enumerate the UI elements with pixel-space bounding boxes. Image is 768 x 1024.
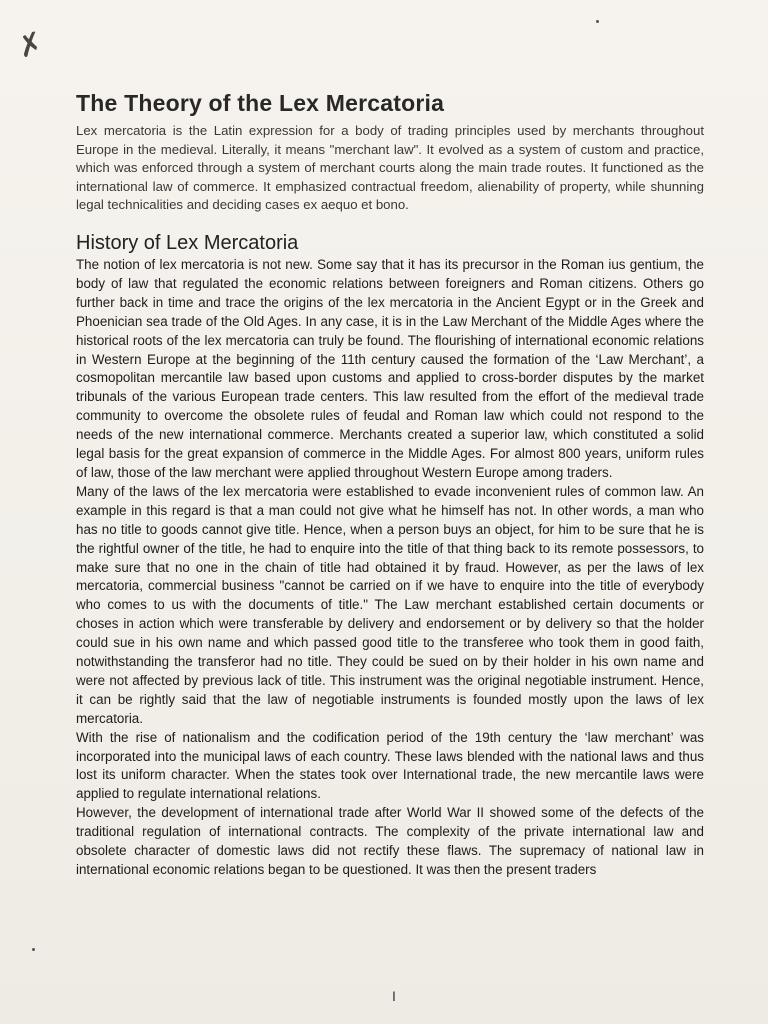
intro-paragraph: Lex mercatoria is the Latin expression for a body of trading principles used by merchants throughout Europe in the medieval. Literally, it means "merchant law". It evolved as a system of custom and practice, which was enforced through a system of merchant courts along the main trade routes. It functioned as the international law of commerce. It emphasized contractual freedom, alienability of property, while shunning legal technicalities and deciding cases ex aequo et bono. bbox=[76, 123, 704, 213]
history-paragraph-common-law: Many of the laws of the lex mercatoria were established to evade inconvenient rules of common law. An example in this regard is that a man could not give what he himself has not. In other words, a man who has no title to goods cannot give title. Hence, when a person buys an object, for him to be sure that he is the rightful owner of the title, he had to enquire into the title of that thing back to its remote possessors, to make sure that no one in the chain of title had obtained it by fraud. However, as per the laws of lex mercatoria, commercial business "cannot be carried on if we have to enquire into the title of everybody who comes to us with the documents of title." The Law merchant established certain documents or choses in action which were transferable by delivery and endorsement or by delivery so that the holder could sue in his own name and which passed good title to the transferee who took them in good faith, notwithstanding the transferor had no title. They could be sued on by their holder in his own name and were not affected by previous lack of title. This instrument was the original negotiable instrument. Hence, it can be rightly said that the law of negotiable instruments is founded mostly upon the laws of lex mercatoria. bbox=[76, 483, 704, 726]
page-folio: I bbox=[392, 988, 396, 1004]
paper-speck bbox=[596, 20, 599, 23]
history-body bbox=[76, 256, 704, 880]
history-paragraph-post-war: However, the development of international trade after World War II showed some of the defects of the traditional regulation of international contracts. The complexity of the private international law and obsolete character of domestic laws did not rectify these flaws. The supremacy of national law in international economic relations began to be questioned. It was then the present traders bbox=[76, 805, 704, 877]
page-title: The Theory of the Lex Mercatoria bbox=[76, 90, 445, 116]
handwritten-mark: ✗ bbox=[13, 24, 48, 67]
section-heading-history: History of Lex Mercatoria bbox=[76, 232, 299, 254]
paper-speck bbox=[32, 948, 35, 951]
history-paragraph-origins: The notion of lex mercatoria is not new. Some say that it has its precursor in the Roman ius gentium, the body of law that regulated the economic relations between foreigners and Roman citizens. Others go further back in time and trace the origins of the lex mercatoria in the Ancient Egypt or in the Greek and Phoenician sea trade of the Old Ages. In any case, it is in the Law Merchant of the Middle Ages where the historical roots of the lex mercatoria can truly be found. The flourishing of international economic relations in Western Europe at the beginning of the 11th century caused the formation of the ‘Law Merchant’, a cosmopolitan mercantile law based upon customs and applied to cross-border disputes by the market tribunals of the various European trade centers. This law resulted from the effort of the medieval trade community to overcome the obsolete rules of feudal and Roman law which could not respond to the needs of the new international commerce. Merchants created a superior law, which constituted a solid legal basis for the great expansion of commerce in the Middle Ages. For almost 800 years, uniform rules of law, those of the law merchant were applied throughout Western Europe among traders. bbox=[76, 257, 704, 480]
history-paragraph-nationalism: With the rise of nationalism and the codification period of the 19th century the ‘law merchant’ was incorporated into the municipal laws of each country. These laws blended with the national laws and thus lost its uniform character. When the states took over International trade, the new mercantile laws were applied to regulate international relations. bbox=[76, 729, 704, 802]
